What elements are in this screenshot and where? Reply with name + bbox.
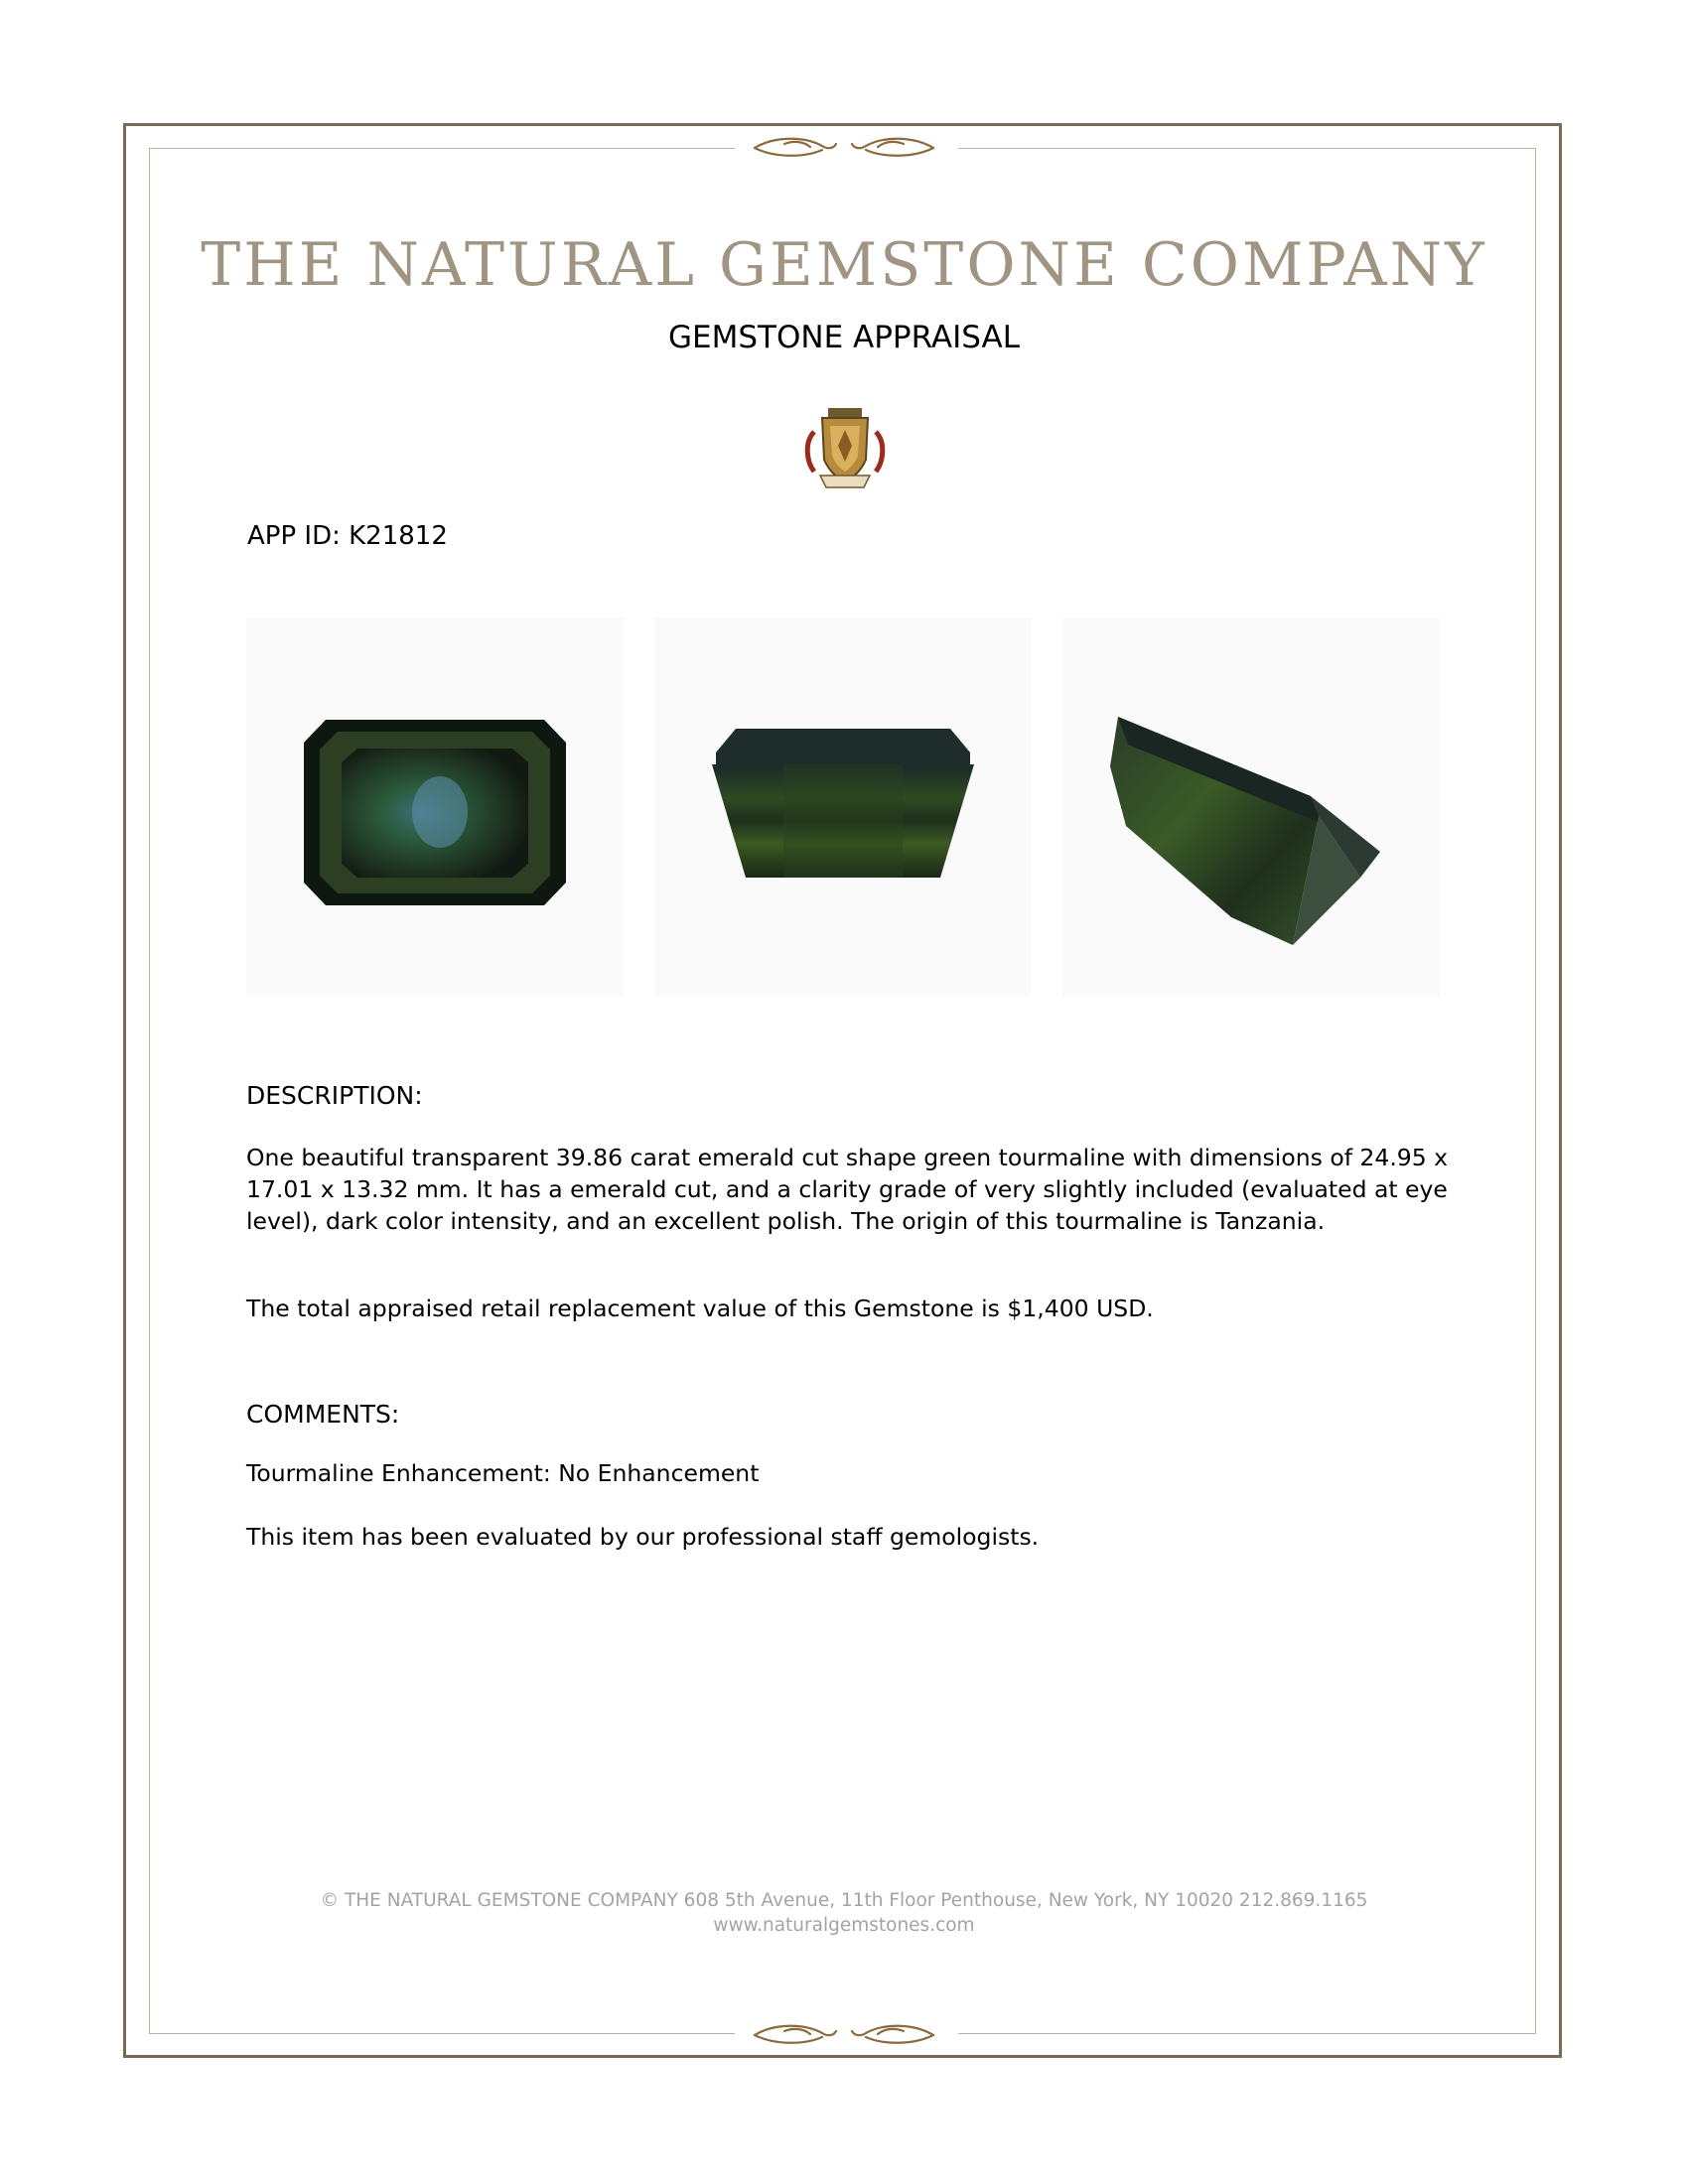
company-title: THE NATURAL GEMSTONE COMPANY — [201, 230, 1487, 300]
enhancement-text: Tourmaline Enhancement: No Enhancement — [246, 1459, 760, 1487]
comments-heading: COMMENTS: — [246, 1400, 400, 1429]
app-id — [247, 521, 448, 551]
gem-photo-side — [654, 617, 1032, 997]
description-text: One beautiful transparent 39.86 carat emerald cut shape green tourmaline with dimensions of 24.95 x 17.01 x 13.32 mm. It has a emerald cut, and a clarity grade of very slightly included (evaluated at eye level), dark color intensity, and an excellent polish. The origin of this tourmaline is Tanzania. — [246, 1144, 1449, 1235]
footer-address: © THE NATURAL GEMSTONE COMPANY 608 5th Avenue, 11th Floor Penthouse, New York, NY 10020 212.869.1165 — [320, 1890, 1368, 1911]
app-id-value: K21812 — [349, 521, 448, 551]
document-subtitle: GEMSTONE APPRAISAL — [668, 320, 1020, 355]
bottom-ornament-icon — [745, 2021, 943, 2049]
description-heading: DESCRIPTION: — [246, 1081, 423, 1110]
app-id-label: APP ID: — [247, 521, 341, 551]
company-crest-icon — [800, 402, 890, 491]
evaluation-text: This item has been evaluated by our professional staff gemologists. — [246, 1523, 1040, 1551]
gem-photo-angle — [1062, 617, 1440, 997]
footer-website[interactable]: www.naturalgemstones.com — [713, 1915, 975, 1936]
gem-photo-top — [246, 617, 624, 997]
top-ornament-icon — [745, 134, 943, 162]
appraised-value-text: The total appraised retail replacement value of this Gemstone is $1,400 USD. — [246, 1295, 1154, 1322]
